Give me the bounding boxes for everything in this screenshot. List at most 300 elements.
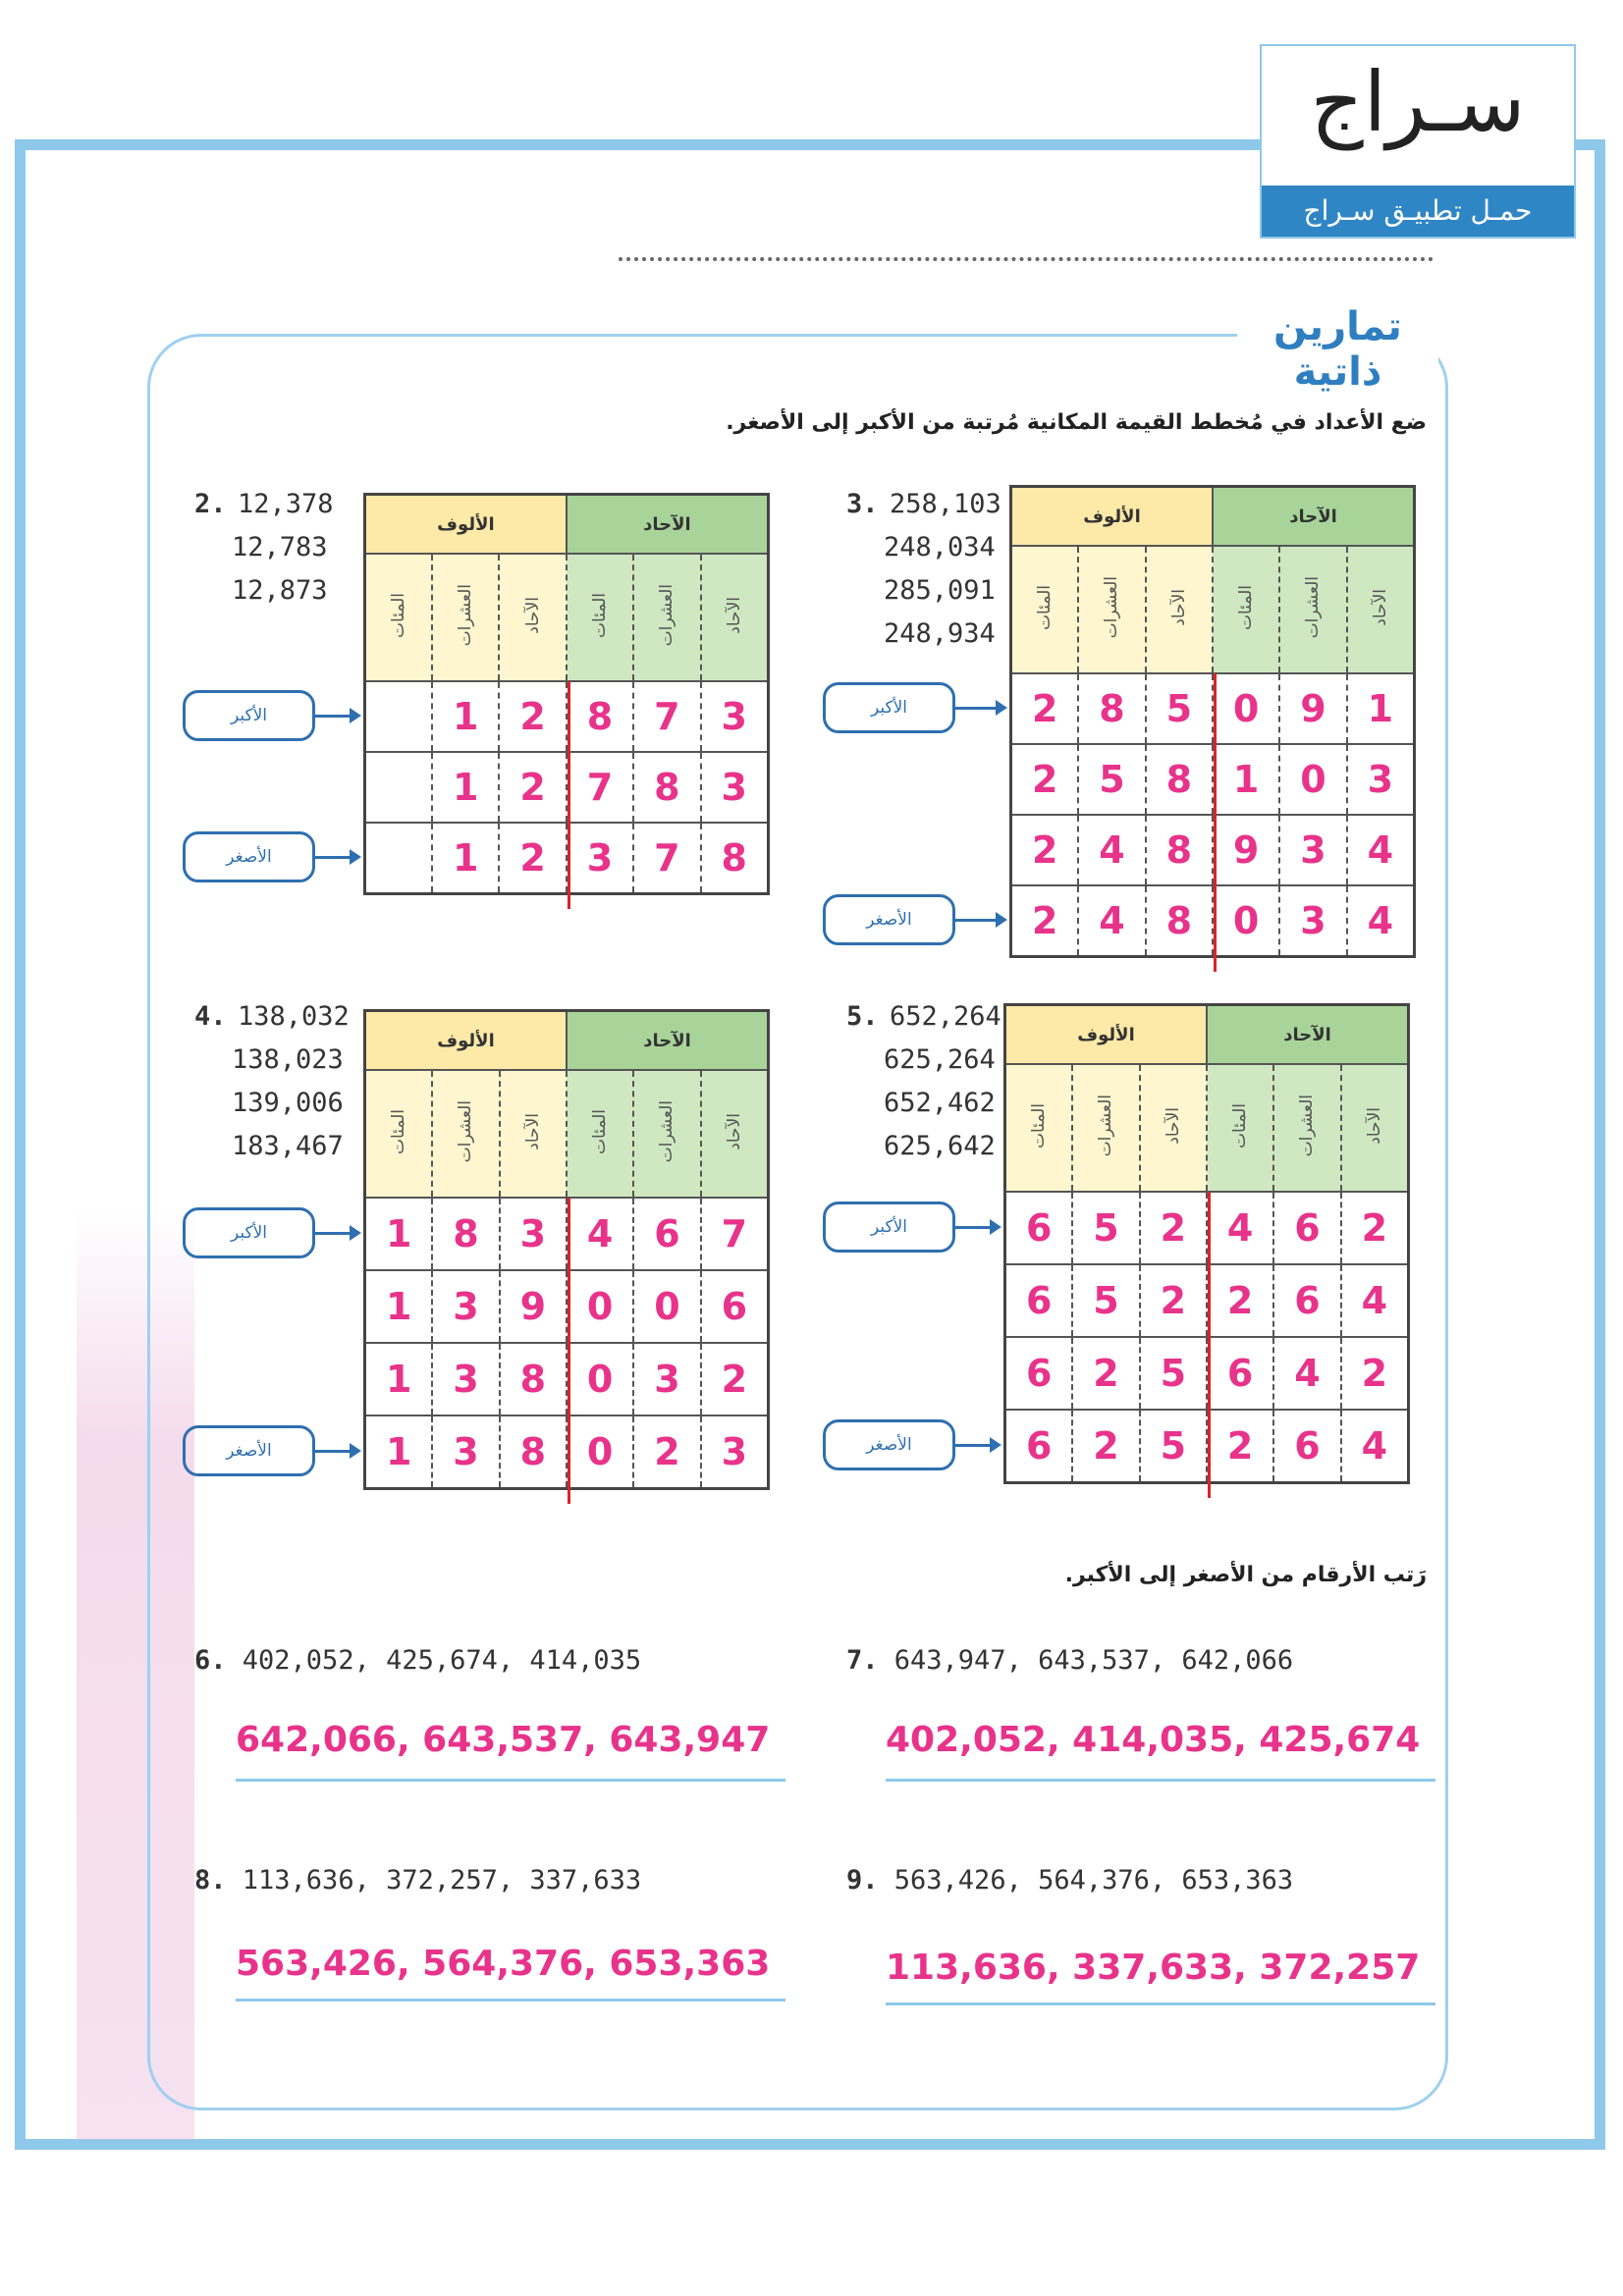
sub-header-tens [633,1070,700,1198]
sub-header-tens [1279,546,1346,673]
digit-cell[interactable] [1279,885,1346,957]
digit-cell[interactable] [1213,744,1279,815]
digit-cell[interactable] [1140,1410,1207,1483]
digit: 7 [721,1212,748,1255]
given-number: 12,873 [232,575,328,606]
place-value-chart [1003,1003,1410,1484]
arrow-head-icon [350,1443,361,1459]
sub-header-label: المئات [590,1108,611,1155]
sub-header-label: الآحاد [724,597,744,634]
sub-header-tens [633,554,700,681]
digit-cell[interactable] [1273,1337,1340,1410]
digit-cell[interactable] [432,681,499,752]
digit: 3 [453,1285,479,1328]
sub-header-hundreds [1011,546,1079,673]
digit: 2 [1160,1279,1187,1322]
digit: 6 [1294,1424,1321,1468]
given-number: 285,091 [884,575,996,606]
digit-cell[interactable] [1072,1410,1139,1483]
digit: 2 [1031,899,1058,942]
digit-cell[interactable] [1011,815,1079,885]
sub-header-label: المئات [1236,584,1257,631]
arrow-line [315,1232,350,1235]
arrow-head-icon [990,1437,1001,1453]
digit-cell[interactable] [1273,1192,1340,1264]
digit: 9 [519,1285,547,1328]
sub-header-label: المئات [1029,1102,1050,1149]
arrow-smallest: الأصغر [823,1419,955,1470]
given-number: 652,462 [884,1088,996,1118]
arrow-largest: الأكبر [823,682,955,733]
digit: 2 [519,836,546,880]
digit: 9 [1300,687,1326,730]
sub-header-label: الآحاد [522,597,543,634]
digit: 4 [1099,828,1125,872]
place-value-chart [363,493,770,895]
digit: 8 [721,836,747,880]
digit-cell[interactable] [701,681,769,752]
digit-cell[interactable] [1146,815,1213,885]
digit: 0 [1232,687,1260,730]
digit-cell[interactable] [499,823,566,894]
digit: 2 [1031,687,1058,730]
digit-cell[interactable] [500,1415,567,1489]
arrow-largest: الأكبر [183,1207,315,1258]
section-title: تمارين ذاتية [1237,304,1438,395]
digit-cell[interactable] [499,681,566,752]
digit-cell[interactable] [567,752,633,823]
sub-header-units [701,1070,769,1198]
digit-cell[interactable] [365,681,433,752]
digit-cell[interactable] [567,1343,633,1415]
digit: 6 [1294,1279,1321,1322]
answer-line-8 [236,1999,785,2002]
digit-cell[interactable] [432,823,499,894]
digit: 3 [721,766,747,809]
arrow-head-icon [350,1225,361,1241]
sub-header-label: المئات [389,592,408,639]
arrow-line [315,715,350,718]
digit: 0 [586,1430,614,1473]
digit: 7 [654,836,680,880]
digit-cell[interactable] [701,823,769,894]
sub-header-label: المئات [1035,584,1055,631]
digit-cell[interactable] [633,752,700,823]
sub-header-label: الآحاد [724,1113,744,1150]
arrow-smallest: الأصغر [823,894,955,945]
digit: 8 [654,766,680,809]
arrow-head-icon [350,849,361,865]
given-number: 625,264 [884,1044,996,1075]
digit: 4 [1367,828,1394,872]
digit-cell[interactable] [633,1270,700,1343]
digit: 2 [1031,758,1058,801]
digit-cell[interactable] [567,1270,633,1343]
arrow-largest: الأكبر [823,1201,955,1253]
arrow-line [955,1226,990,1229]
digit: 4 [1361,1279,1388,1322]
digit: 0 [654,1285,680,1328]
ordering-question-6: 6. 402,052, 425,674, 414,035 [194,1645,642,1676]
digit: 2 [1160,1206,1187,1250]
logo-tagline: حمـل تطبيـق سـراج [1262,186,1574,237]
digit: 0 [586,1285,614,1328]
arrow-head-icon [996,700,1007,716]
sub-header-units [1347,546,1415,673]
digit: 2 [1031,828,1058,872]
digit-cell[interactable] [1078,673,1145,744]
digit: 0 [1232,899,1260,942]
digit: 4 [1099,899,1125,942]
siraj-logo[interactable] [1260,44,1576,239]
digit: 3 [721,695,747,738]
given-number: 138,032 [238,1001,350,1032]
exercise-number: 5. [846,1001,879,1032]
digit: 6 [721,1285,748,1328]
digit-cell[interactable] [1078,885,1145,957]
digit: 6 [1025,1206,1053,1250]
instruction-ordering: رَتب الأرقام من الأصغر إلى الأكبر. [1064,1563,1427,1587]
digit-cell[interactable] [1146,673,1213,744]
digit-cell[interactable] [1005,1264,1073,1337]
digit-cell[interactable] [1213,885,1279,957]
digit-cell[interactable] [1207,1410,1273,1483]
digit: 6 [1294,1206,1321,1250]
sub-header-label: المئات [1230,1102,1251,1149]
arrow-head-icon [990,1219,1001,1235]
digit: 3 [453,1358,479,1401]
digit: 2 [654,1430,680,1473]
exercise-number: 3. [846,489,879,519]
digit-cell[interactable] [701,1270,769,1343]
digit-cell[interactable] [1279,744,1346,815]
digit-cell[interactable] [1341,1264,1409,1337]
digit-cell[interactable] [1078,744,1145,815]
digit: 8 [586,695,614,738]
digit: 4 [586,1212,614,1255]
digit: 1 [385,1358,412,1401]
arrow-line [955,707,996,710]
sub-header-label: العشرات [657,584,677,647]
digit: 2 [1361,1206,1388,1250]
digit-cell[interactable] [499,752,566,823]
digit-cell[interactable] [1146,885,1213,957]
digit: 8 [453,1212,479,1255]
place-value-chart [1009,485,1416,958]
digit-cell[interactable] [1005,1337,1073,1410]
header-ones: الآحاد [567,495,769,555]
digit-cell[interactable] [1011,744,1079,815]
digit: 5 [1093,1206,1119,1250]
digit: 5 [1099,758,1125,801]
sub-header-units [701,554,769,681]
digit-cell[interactable] [365,1270,433,1343]
arrow-largest: الأكبر [183,690,315,741]
digit-cell[interactable] [1279,815,1346,885]
place-value-chart [363,1009,770,1490]
sub-header-tens [1072,1064,1139,1192]
digit-cell[interactable] [1347,744,1415,815]
ordering-answer-8[interactable]: 563,426, 564,376, 653,363 [236,1944,771,1984]
sub-header-label: الآحاد [1364,1107,1384,1145]
answer-line-9 [886,2002,1435,2005]
sub-header-hundreds [1213,546,1279,673]
digit: 5 [1160,1424,1187,1468]
digit-cell[interactable] [1072,1192,1139,1264]
header-ones: الآحاد [1207,1005,1409,1065]
digit-cell[interactable] [1213,815,1279,885]
digit: 1 [385,1212,412,1255]
header-ones: الآحاد [567,1011,769,1071]
ordering-answer-9[interactable]: 113,636, 337,633, 372,257 [886,1948,1421,1988]
header-thousands: الألوف [1005,1005,1207,1065]
exercise-numbers [846,489,1001,649]
digit: 6 [1025,1424,1053,1468]
digit-cell[interactable] [1273,1264,1340,1337]
digit: 2 [519,766,546,809]
digit: 1 [452,766,479,809]
thousands-divider [1208,1192,1211,1498]
digit: 2 [1226,1279,1254,1322]
digit-cell[interactable] [701,1415,769,1489]
sub-header-units [500,1070,567,1198]
digit: 3 [586,836,614,880]
sub-header-tens [432,554,499,681]
sub-header-units [499,554,566,681]
digit-cell[interactable] [1011,673,1079,744]
given-number: 652,264 [890,1001,1001,1032]
digit-cell[interactable] [1140,1264,1207,1337]
arrow-head-icon [996,912,1007,928]
digit-cell[interactable] [1207,1192,1273,1264]
digit-cell[interactable] [567,823,633,894]
sub-header-label: الآحاد [1370,589,1390,626]
given-number: 139,006 [232,1088,344,1118]
sub-header-tens [1078,546,1145,673]
digit-cell[interactable] [701,1343,769,1415]
digit-cell[interactable] [1273,1410,1340,1483]
digit-cell[interactable] [633,1415,700,1489]
sub-header-label: العشرات [1102,576,1122,639]
digit-cell[interactable] [1140,1337,1207,1410]
sub-header-units [1146,546,1213,673]
digit: 0 [1300,758,1326,801]
thousands-divider [1214,673,1217,972]
arrow-line [315,1450,350,1453]
exercise-numbers [194,489,334,606]
digit: 3 [1300,899,1326,942]
digit-cell[interactable] [1279,673,1346,744]
sub-header-hundreds [1005,1064,1073,1192]
given-number: 138,023 [232,1044,344,1075]
digit-cell[interactable] [365,1415,433,1489]
digit: 1 [1367,687,1394,730]
digit-cell[interactable] [1005,1410,1073,1483]
sub-header-label: العشرات [657,1100,677,1163]
arrow-line [955,1444,990,1447]
digit-cell[interactable] [432,1270,499,1343]
sub-header-label: العشرات [456,1100,476,1163]
digit-cell[interactable] [1072,1337,1139,1410]
digit: 1 [385,1285,412,1328]
digit: 8 [519,1358,547,1401]
digit-cell[interactable] [1005,1192,1073,1264]
exercise-numbers [194,1001,350,1161]
digit-cell[interactable] [567,1198,633,1270]
sub-header-units [1140,1064,1207,1192]
digit: 5 [1093,1279,1119,1322]
digit-cell[interactable] [1347,673,1415,744]
sub-header-hundreds [567,554,633,681]
thousands-divider [568,1198,570,1504]
answer-line-7 [886,1779,1435,1782]
digit: 6 [1025,1279,1053,1322]
digit: 4 [1367,899,1394,942]
digit: 8 [1165,828,1193,872]
digit-cell[interactable] [432,752,499,823]
digit-cell[interactable] [432,1415,499,1489]
digit-cell[interactable] [365,823,433,894]
digit: 3 [1367,758,1394,801]
exercise-number: 4. [194,1001,227,1032]
digit-cell[interactable] [1072,1264,1139,1337]
digit-cell[interactable] [701,1198,769,1270]
logo-title: سـراج [1310,54,1526,150]
digit: 1 [385,1430,412,1473]
sub-header-hundreds [1207,1064,1273,1192]
digit-cell[interactable] [1140,1192,1207,1264]
sub-header-hundreds [567,1070,633,1198]
digit: 2 [1226,1424,1254,1468]
sub-header-label: العشرات [456,584,476,647]
digit-cell[interactable] [500,1270,567,1343]
thousands-divider [568,681,570,909]
sub-header-label: العشرات [1297,1095,1318,1157]
digit: 9 [1232,828,1260,872]
digit: 7 [586,766,614,809]
given-number: 258,103 [890,489,1001,519]
digit: 4 [1226,1206,1254,1250]
given-number: 12,378 [238,489,334,519]
digit-cell[interactable] [1347,815,1415,885]
sub-header-units [1341,1064,1409,1192]
digit: 0 [586,1358,614,1401]
given-number: 183,467 [232,1131,344,1161]
digit: 3 [453,1430,479,1473]
given-number: 248,934 [884,618,996,649]
digit-cell[interactable] [633,1198,700,1270]
digit-cell[interactable] [1207,1337,1273,1410]
digit-cell[interactable] [500,1343,567,1415]
digit: 8 [1165,899,1193,942]
digit-cell[interactable] [633,1343,700,1415]
digit: 1 [452,695,479,738]
digit: 7 [654,695,680,738]
digit-cell[interactable] [567,681,633,752]
digit-cell[interactable] [432,1343,499,1415]
digit-cell[interactable] [365,1198,433,1270]
given-number: 12,783 [232,532,328,562]
header-ones: الآحاد [1213,487,1415,547]
digit-cell[interactable] [1078,815,1145,885]
given-number: 625,642 [884,1131,996,1161]
arrow-head-icon [350,708,361,723]
given-number: 248,034 [884,532,996,562]
digit: 3 [721,1430,748,1473]
digit: 4 [1361,1424,1388,1468]
digit-cell[interactable] [1341,1410,1409,1483]
digit-cell[interactable] [365,752,433,823]
digit-cell[interactable] [633,681,700,752]
digit-cell[interactable] [1146,744,1213,815]
ordering-question-7: 7. 643,947, 643,537, 642,066 [846,1645,1294,1676]
arrow-smallest: الأصغر [183,1425,315,1476]
exercise-number: 2. [194,489,227,519]
digit: 3 [519,1212,547,1255]
ordering-answer-6[interactable]: 642,066, 643,537, 643,947 [236,1720,771,1760]
answer-line-6 [236,1779,785,1782]
sub-header-label: الآحاد [1163,1107,1183,1145]
digit: 2 [1093,1352,1119,1395]
sub-header-hundreds [365,554,433,681]
digit-cell[interactable] [365,1343,433,1415]
instruction-place-value: ضع الأعداد في مُخطط القيمة المكانية مُرتبة من الأكبر إلى الأصغر. [726,410,1427,435]
arrow-line [955,919,996,922]
digit: 1 [452,836,479,880]
digit-cell[interactable] [1347,885,1415,957]
digit-cell[interactable] [701,752,769,823]
digit: 5 [1160,1352,1187,1395]
digit: 2 [1361,1352,1388,1395]
digit: 5 [1165,687,1193,730]
sub-header-label: العشرات [1303,576,1324,639]
digit-cell[interactable] [1213,673,1279,744]
header-thousands: الألوف [365,495,567,555]
digit-cell[interactable] [1341,1192,1409,1264]
header-thousands: الألوف [1011,487,1213,547]
digit-cell[interactable] [1207,1264,1273,1337]
digit: 2 [721,1358,748,1401]
sub-header-label: الآحاد [522,1113,543,1150]
arrow-smallest: الأصغر [183,831,315,882]
digit-cell[interactable] [567,1415,633,1489]
sub-header-tens [1273,1064,1340,1192]
sub-header-hundreds [365,1070,433,1198]
digit-cell[interactable] [432,1198,499,1270]
sub-header-label: المئات [389,1108,409,1155]
digit-cell[interactable] [1011,885,1079,957]
exercise-numbers [846,1001,1001,1161]
sub-header-tens [432,1070,499,1198]
digit-cell[interactable] [1341,1337,1409,1410]
digit: 2 [519,695,546,738]
digit: 6 [1226,1352,1254,1395]
digit: 8 [1165,758,1193,801]
digit: 8 [519,1430,547,1473]
sub-header-label: العشرات [1096,1095,1116,1157]
digit-cell[interactable] [500,1198,567,1270]
digit: 6 [654,1212,680,1255]
digit: 4 [1294,1352,1321,1395]
digit: 3 [654,1358,680,1401]
digit: 3 [1300,828,1326,872]
digit-cell[interactable] [633,823,700,894]
sub-header-label: الآحاد [1168,589,1189,626]
ordering-answer-7[interactable]: 402,052, 414,035, 425,674 [886,1720,1421,1760]
arrow-line [315,856,350,859]
sub-header-label: المئات [589,592,610,639]
divider [619,257,1434,261]
